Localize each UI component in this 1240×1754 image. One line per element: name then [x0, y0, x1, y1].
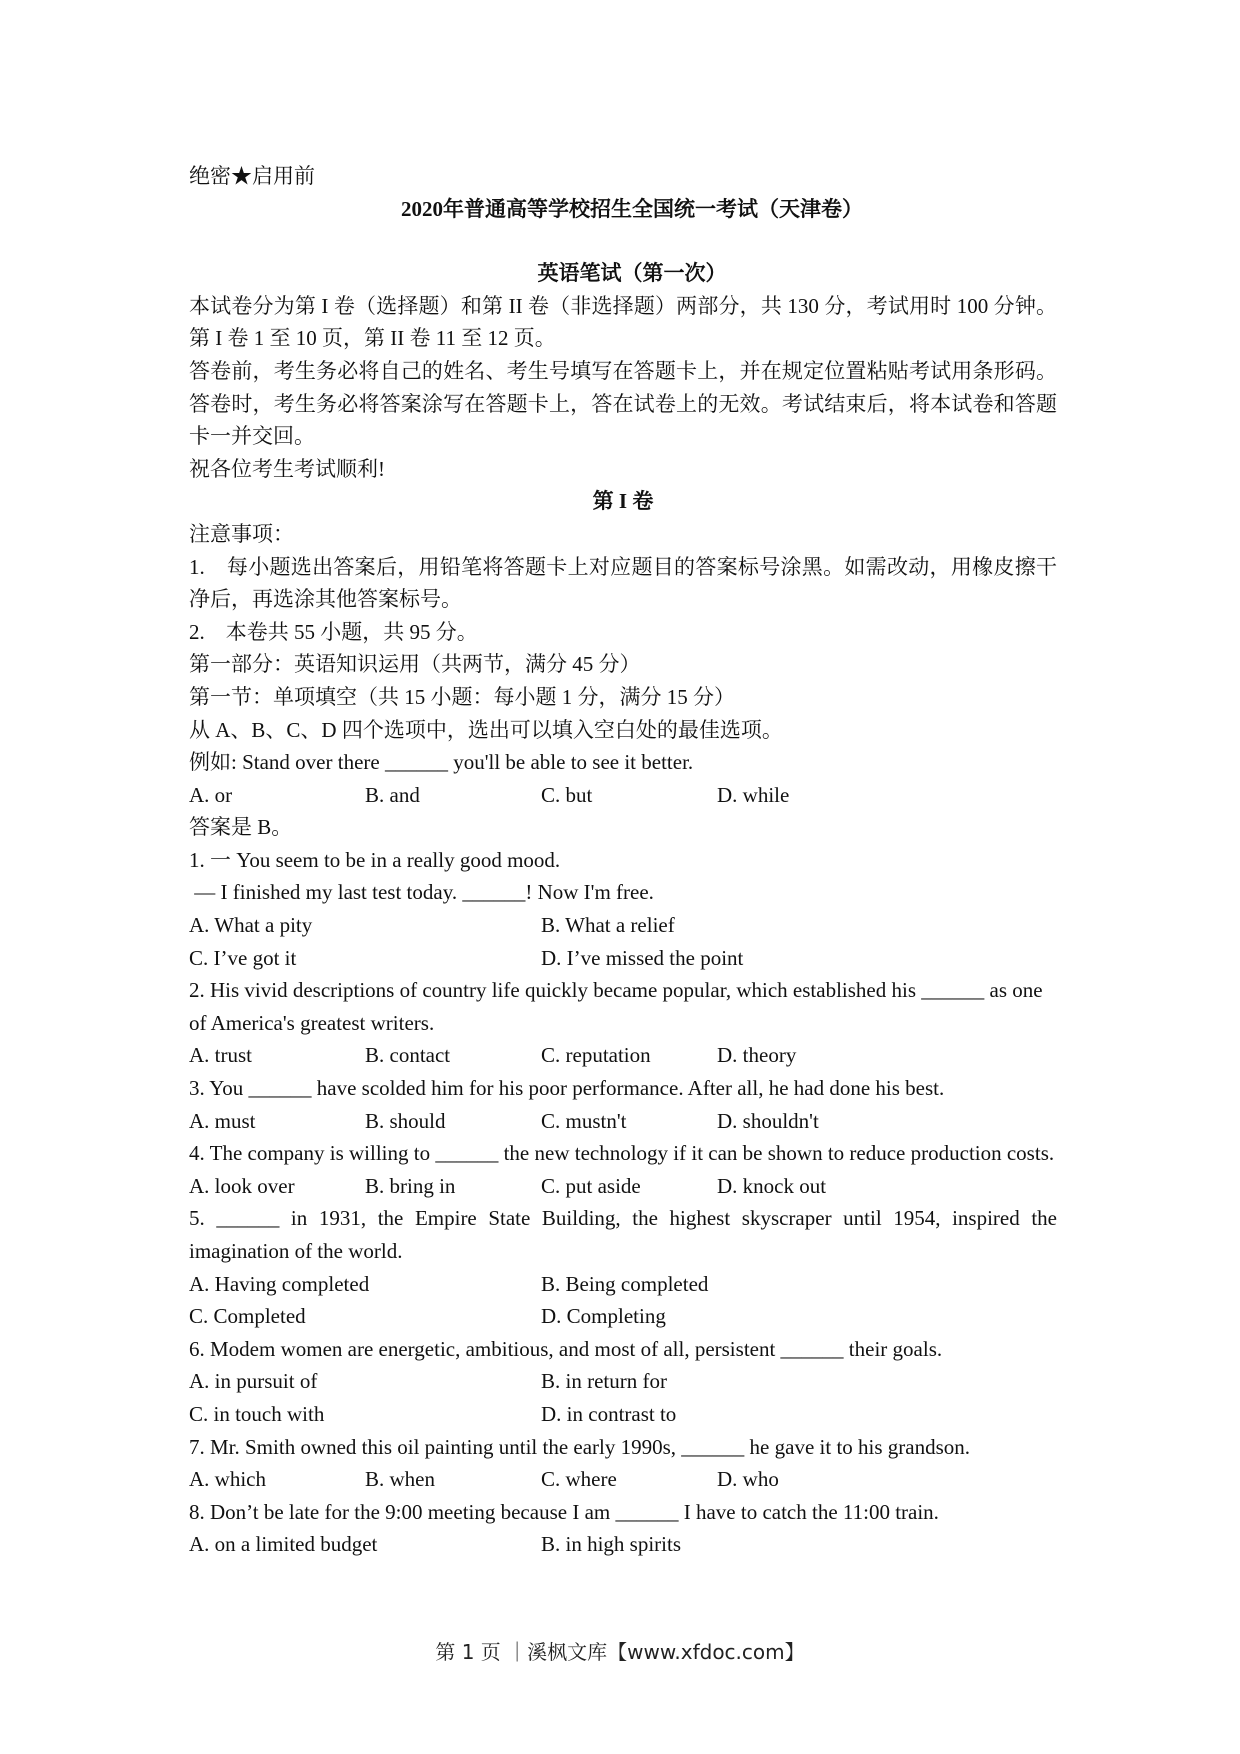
question-options: [189, 1105, 1057, 1138]
exam-title: 2020年普通高等学校招生全国统一考试（天津卷）: [401, 196, 863, 221]
question-options: [189, 909, 1057, 942]
question-stem: 6. Modem women are energetic, ambitious, and most of all, persistent ______ their goals.: [189, 1336, 943, 1361]
option: A. which: [189, 1467, 266, 1492]
question-options: [189, 1463, 1057, 1496]
option: C. put aside: [541, 1173, 641, 1198]
option: B. contact: [365, 1043, 451, 1068]
option: C. Completed: [189, 1304, 306, 1329]
option: D. while: [717, 782, 790, 807]
option: B. in high spirits: [541, 1532, 682, 1557]
option: C. in touch with: [189, 1401, 325, 1426]
option: B. Being completed: [541, 1271, 709, 1296]
question-stem-reply: — I finished my last test today. ______! Now I'm free.: [189, 880, 654, 905]
section-instruction: 从 A、B、C、D 四个选项中，选出可以填入空白处的最佳选项。: [189, 717, 783, 742]
question-options: [189, 1268, 1057, 1301]
option: A. or: [189, 782, 233, 807]
option: D. in contrast to: [541, 1401, 677, 1426]
option: D. knock out: [717, 1173, 827, 1198]
exam-page: [189, 160, 1057, 1561]
option: B. should: [365, 1108, 446, 1133]
option: C. reputation: [541, 1043, 651, 1068]
question-options: [189, 1365, 1057, 1398]
option: B. when: [365, 1467, 435, 1492]
option: A. What a pity: [189, 913, 313, 938]
option: D. Completing: [541, 1304, 666, 1329]
option: C. mustn't: [541, 1108, 627, 1133]
question-options: [189, 1300, 1057, 1333]
exam-subtitle: 英语笔试（第一次）: [537, 261, 727, 286]
option: A. look over: [189, 1173, 295, 1198]
option: D. I’ve missed the point: [541, 945, 744, 970]
option: C. I’ve got it: [189, 945, 297, 970]
section-part: 第一部分：英语知识运用（共两节，满分 45 分）: [189, 652, 641, 677]
option: A. Having completed: [189, 1271, 370, 1296]
page-footer: 第 1 页 ｜溪枫文库【www.xfdoc.com】: [435, 1640, 805, 1664]
option: C. where: [541, 1467, 617, 1492]
option: C. but: [541, 782, 593, 807]
example-options: [189, 779, 1057, 812]
question-stem: 5. ______ in 1931, the Empire State Building, the highest skyscraper until 1954, inspired the imagination of the world.: [189, 1206, 1057, 1263]
option: B. and: [365, 782, 420, 807]
note-item-2: 2. 本卷共 55 小题，共 95 分。: [189, 619, 478, 644]
question-stem: 4. The company is willing to ______ the new technology if it can be shown to reduce production costs.: [189, 1141, 1055, 1166]
question-stem: 7. Mr. Smith owned this oil painting until the early 1990s, ______ he gave it to his grandson.: [189, 1434, 971, 1459]
part-title: 第 I 卷: [592, 489, 654, 514]
question-options: [189, 1528, 1057, 1561]
notes-heading: 注意事项：: [189, 521, 294, 546]
option: A. trust: [189, 1043, 252, 1068]
secret-label: 绝密★启用前: [189, 164, 315, 188]
example-answer: 答案是 B。: [189, 815, 293, 840]
question-options: [189, 1039, 1057, 1072]
intro-paragraph-3: 祝各位考生考试顺利!: [189, 456, 385, 481]
option: D. theory: [717, 1043, 797, 1068]
intro-paragraph-2: 答卷前，考生务必将自己的姓名、考生号填写在答题卡上，并在规定位置粘贴考试用条形码。答卷时，考生务必将答案涂写在答题卡上，答在试卷上的无效。考试结束后，将本试卷和答题卡一并交回。: [189, 358, 1057, 449]
question-stem: 3. You ______ have scolded him for his poor performance. After all, he had done his best.: [189, 1076, 945, 1101]
option: A. on a limited budget: [189, 1532, 378, 1557]
option: B. What a relief: [541, 913, 675, 938]
question-stem: 2. His vivid descriptions of country life quickly became popular, which established his ______ as one of America's greatest writers.: [189, 978, 1043, 1035]
question-options: [189, 942, 1057, 975]
note-item-1: 1. 每小题选出答案后，用铅笔将答题卡上对应题目的答案标号涂黑。如需改动，用橡皮擦干净后，再选涂其他答案标号。: [189, 554, 1057, 612]
option: B. in return for: [541, 1369, 667, 1394]
question-stem: 8. Don’t be late for the 9:00 meeting because I am ______ I have to catch the 11:00 train.: [189, 1499, 939, 1524]
question-options: [189, 1398, 1057, 1431]
example-stem: 例如: Stand over there ______ you'll be able to see it better.: [189, 750, 694, 775]
option: B. bring in: [365, 1173, 456, 1198]
option: D. shouldn't: [717, 1108, 819, 1133]
question-stem: 1. 一 You seem to be in a really good mood.: [189, 847, 561, 872]
section-sub: 第一节：单项填空（共 15 小题：每小题 1 分，满分 15 分）: [189, 684, 735, 709]
question-options: [189, 1170, 1057, 1203]
option: A. in pursuit of: [189, 1369, 318, 1394]
option: D. who: [717, 1467, 779, 1492]
intro-paragraph-1: 本试卷分为第 I 卷（选择题）和第 II 卷（非选择题）两部分，共 130 分，考试用时 100 分钟。第 I 卷 1 至 10 页，第 II 卷 11 至 12 页。: [189, 293, 1057, 351]
option: A. must: [189, 1108, 256, 1133]
